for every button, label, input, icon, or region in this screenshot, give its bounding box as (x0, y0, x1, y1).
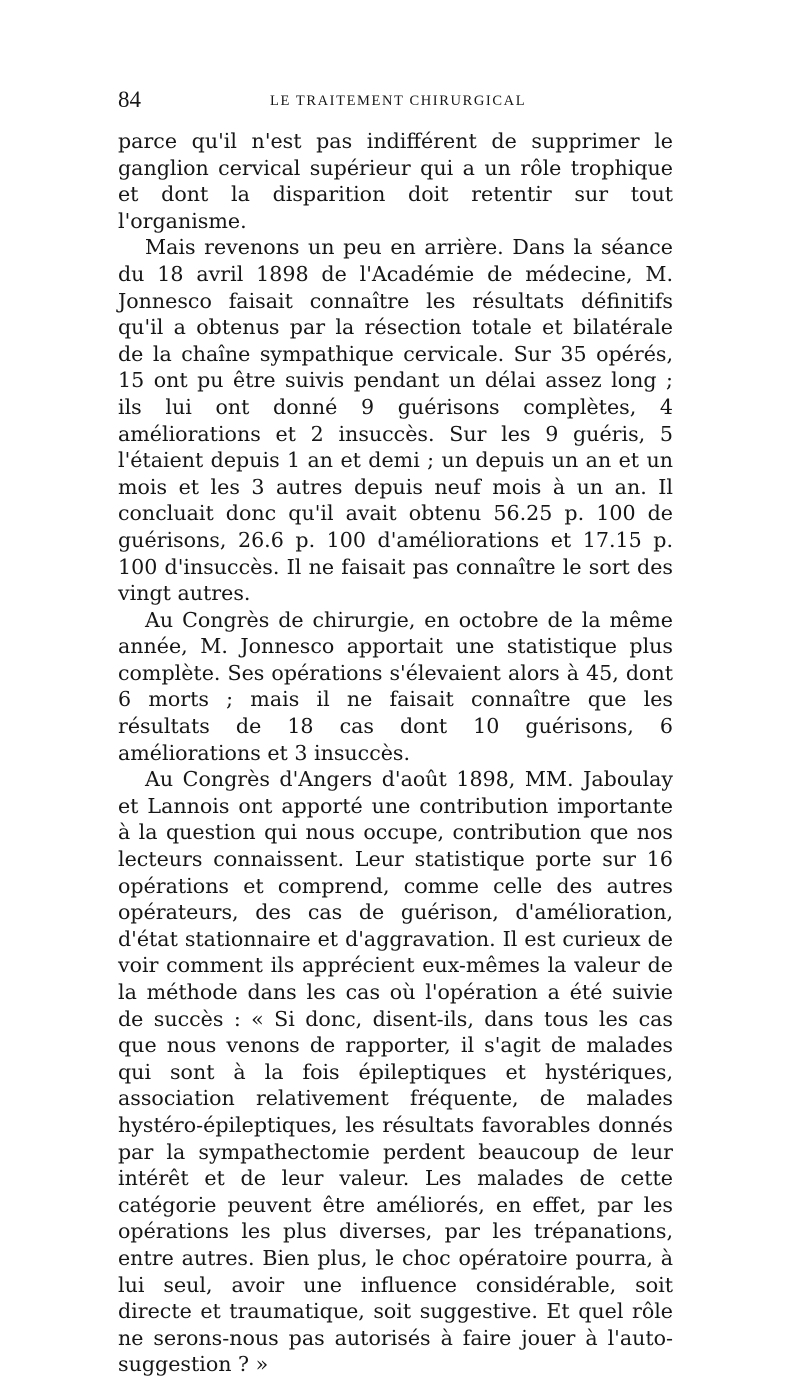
paragraph-continued: parce qu'il n'est pas indifférent de supprimer le ganglion cervical supérieur qui a un rôle trophique et dont la disparition doit retentir sur tout l'organisme. (118, 129, 673, 233)
page-number: 84 (118, 87, 141, 112)
book-page (118, 86, 673, 1378)
paragraph-congres-chirurgie: Au Congrès de chirurgie, en octobre de la même année, M. Jonnesco apportait une statistique plus complète. Ses opérations s'élevaient alors à 45, dont 6 morts ; mais il ne faisait connaître que les résultats de 18 cas dont 10 guérisons, 6 améliorations et 3 insuccès. (118, 607, 673, 765)
running-title: LE TRAITEMENT CHIRURGICAL (270, 93, 527, 109)
page-header (118, 86, 673, 114)
paragraph-congres-angers: Au Congrès d'Angers d'août 1898, MM. Jaboulay et Lannois ont apporté une contribution importante à la question qui nous occupe, contribution que nos lecteurs connaissent. Leur statistique porte sur 16 opérations et comprend, comme celle des autres opérateurs, des cas de guérison, d'amélioration, d'état stationnaire et d'aggravation. Il est curieux de voir comment ils apprécient eux-mêmes la valeur de la méthode dans les cas où l'opération a été suivie de succès : « Si donc, disent-ils, dans tous les cas que nous venons de rapporter, il s'agit de malades qui sont à la fois épileptiques et hystériques, association relativement fréquente, de malades hystéro-épileptiques, les résultats favorables donnés par la sympathectomie perdent beaucoup de leur intérêt et de leur valeur. Les malades de cette catégorie peuvent être améliorés, en effet, par les opérations les plus diverses, par les trépanations, entre autres. Bien plus, le choc opératoire pourra, à lui seul, avoir une influence considérable, soit directe et traumatique, soit suggestive. Et quel rôle ne serons-nous pas autorisés à faire jouer à l'auto-suggestion ? » (118, 767, 673, 1377)
paragraph-jonnesco-academie: Mais revenons un peu en arrière. Dans la séance du 18 avril 1898 de l'Académie de médecine, M. Jonnesco faisait connaître les résultats définitifs qu'il a obtenus par la résection totale et bilatérale de la chaîne sympathique cervicale. Sur 35 opérés, 15 ont pu être suivis pendant un délai assez long ; ils lui ont donné 9 guérisons complètes, 4 améliorations et 2 insuccès. Sur les 9 guéris, 5 l'étaient depuis 1 an et demi ; un depuis un an et un mois et les 3 autres depuis neuf mois à un an. Il concluait donc qu'il avait obtenu 56.25 p. 100 de guérisons, 26.6 p. 100 d'améliorations et 17.15 p. 100 d'insuccès. Il ne faisait pas connaître le sort des vingt autres. (118, 235, 673, 606)
body-text (118, 128, 673, 1378)
